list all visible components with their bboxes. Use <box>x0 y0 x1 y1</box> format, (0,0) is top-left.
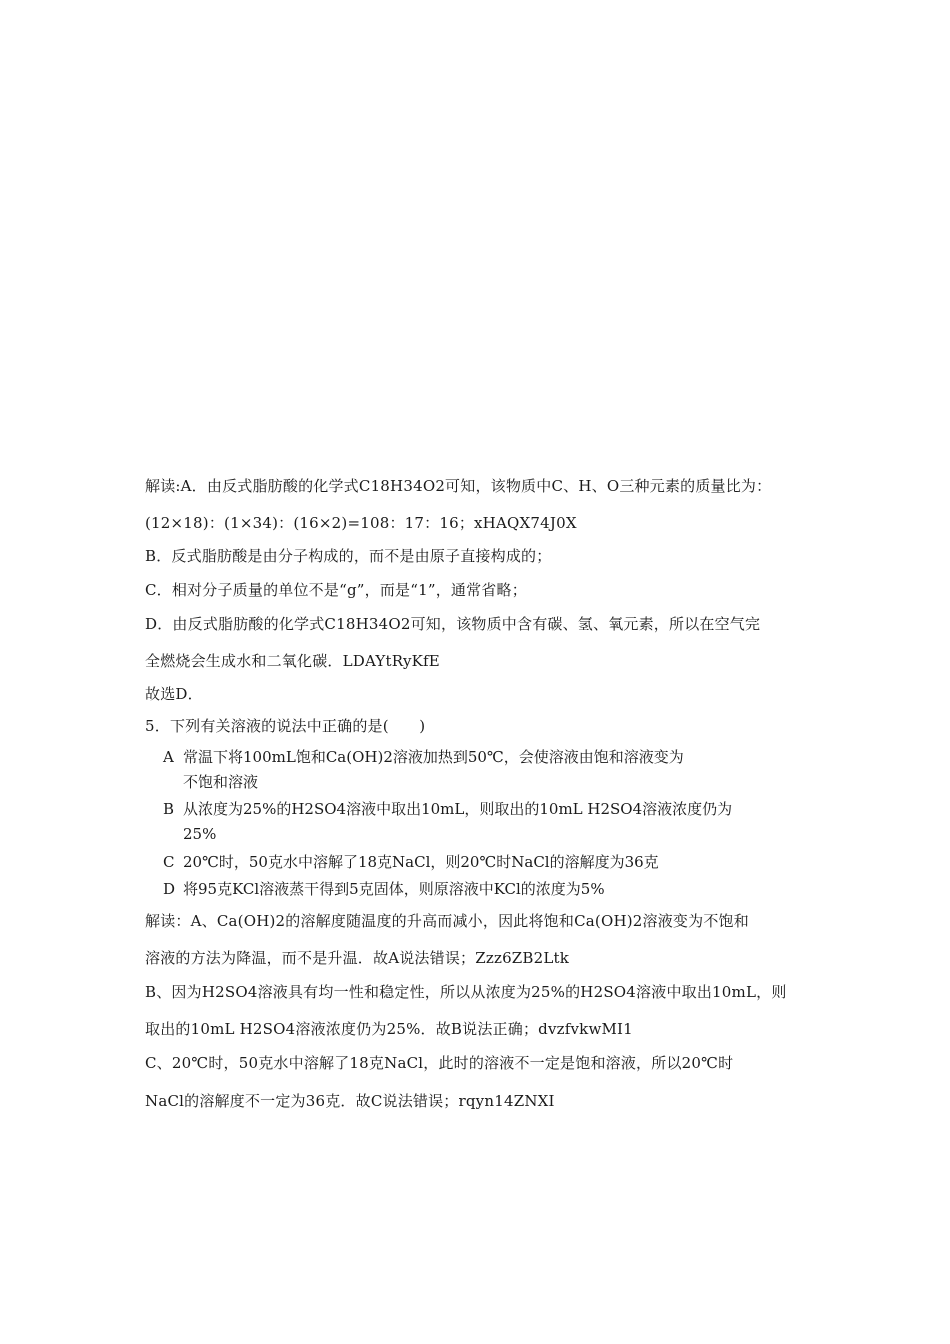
solution5-line6: NaCl的溶解度不一定为36克．故C说法错误；rqyn14ZNXI <box>145 1092 555 1110</box>
solution4-line7: 故选D． <box>145 685 203 703</box>
option-d-text-line1: 将95克KCl溶液蒸干得到5克固体，则原溶液中KCl的浓度为5% <box>183 880 605 898</box>
solution5-line2: 溶液的方法为降温，而不是升温．故A说法错误；Zzz6ZB2Ltk <box>145 949 570 967</box>
option-a-text-line2: 不饱和溶液 <box>183 773 259 791</box>
solution4-line3: B．反式脂肪酸是由分子构成的，而不是由原子直接构成的； <box>145 547 552 565</box>
question5-stem: 5．下列有关溶液的说法中正确的是( ) <box>145 717 426 735</box>
option-d-letter: D <box>163 880 176 898</box>
solution5-line4: 取出的10mL H2SO4溶液浓度仍为25%．故B说法正确；dvzfvkwMI1 <box>145 1020 633 1038</box>
option-a-letter: A <box>163 748 174 766</box>
solution4-line4: C．相对分子质量的单位不是“g”，而是“1”，通常省略； <box>145 581 527 599</box>
option-c-letter: C <box>163 853 175 871</box>
solution4-line5: D．由反式脂肪酸的化学式C18H34O2可知，该物质中含有碳、氢、氧元素，所以在空气完 <box>145 615 761 633</box>
option-b-text-line2: 25% <box>183 825 217 843</box>
solution5-line1: 解读：A、Ca(OH)2的溶解度随温度的升高而减小，因此将饱和Ca(OH)2溶液变为不饱和 <box>145 912 749 930</box>
solution5-line5: C、20℃时，50克水中溶解了18克NaCl，此时的溶液不一定是饱和溶液，所以20℃时 <box>145 1054 734 1072</box>
option-a-text-line1: 常温下将100mL饱和Ca(OH)2溶液加热到50℃，会使溶液由饱和溶液变为 <box>183 748 684 766</box>
option-b-text-line1: 从浓度为25%的H2SO4溶液中取出10mL，则取出的10mL H2SO4溶液浓度仍为 <box>183 800 733 818</box>
solution4-line1: 解读:A．由反式脂肪酸的化学式C18H34O2可知，该物质中C、H、O三种元素的质量比为： <box>145 477 772 495</box>
solution4-line6: 全燃烧会生成水和二氧化碳．LDAYtRyKfE <box>145 652 440 670</box>
solution4-line2: (12×18)：(1×34)：(16×2)=108：17：16；xHAQX74J0X <box>145 514 577 532</box>
solution5-line3: B、因为H2SO4溶液具有均一性和稳定性，所以从浓度为25%的H2SO4溶液中取出10mL，则 <box>145 983 787 1001</box>
option-b-letter: B <box>163 800 175 818</box>
option-c-text-line1: 20℃时，50克水中溶解了18克NaCl，则20℃时NaCl的溶解度为36克 <box>183 853 659 871</box>
